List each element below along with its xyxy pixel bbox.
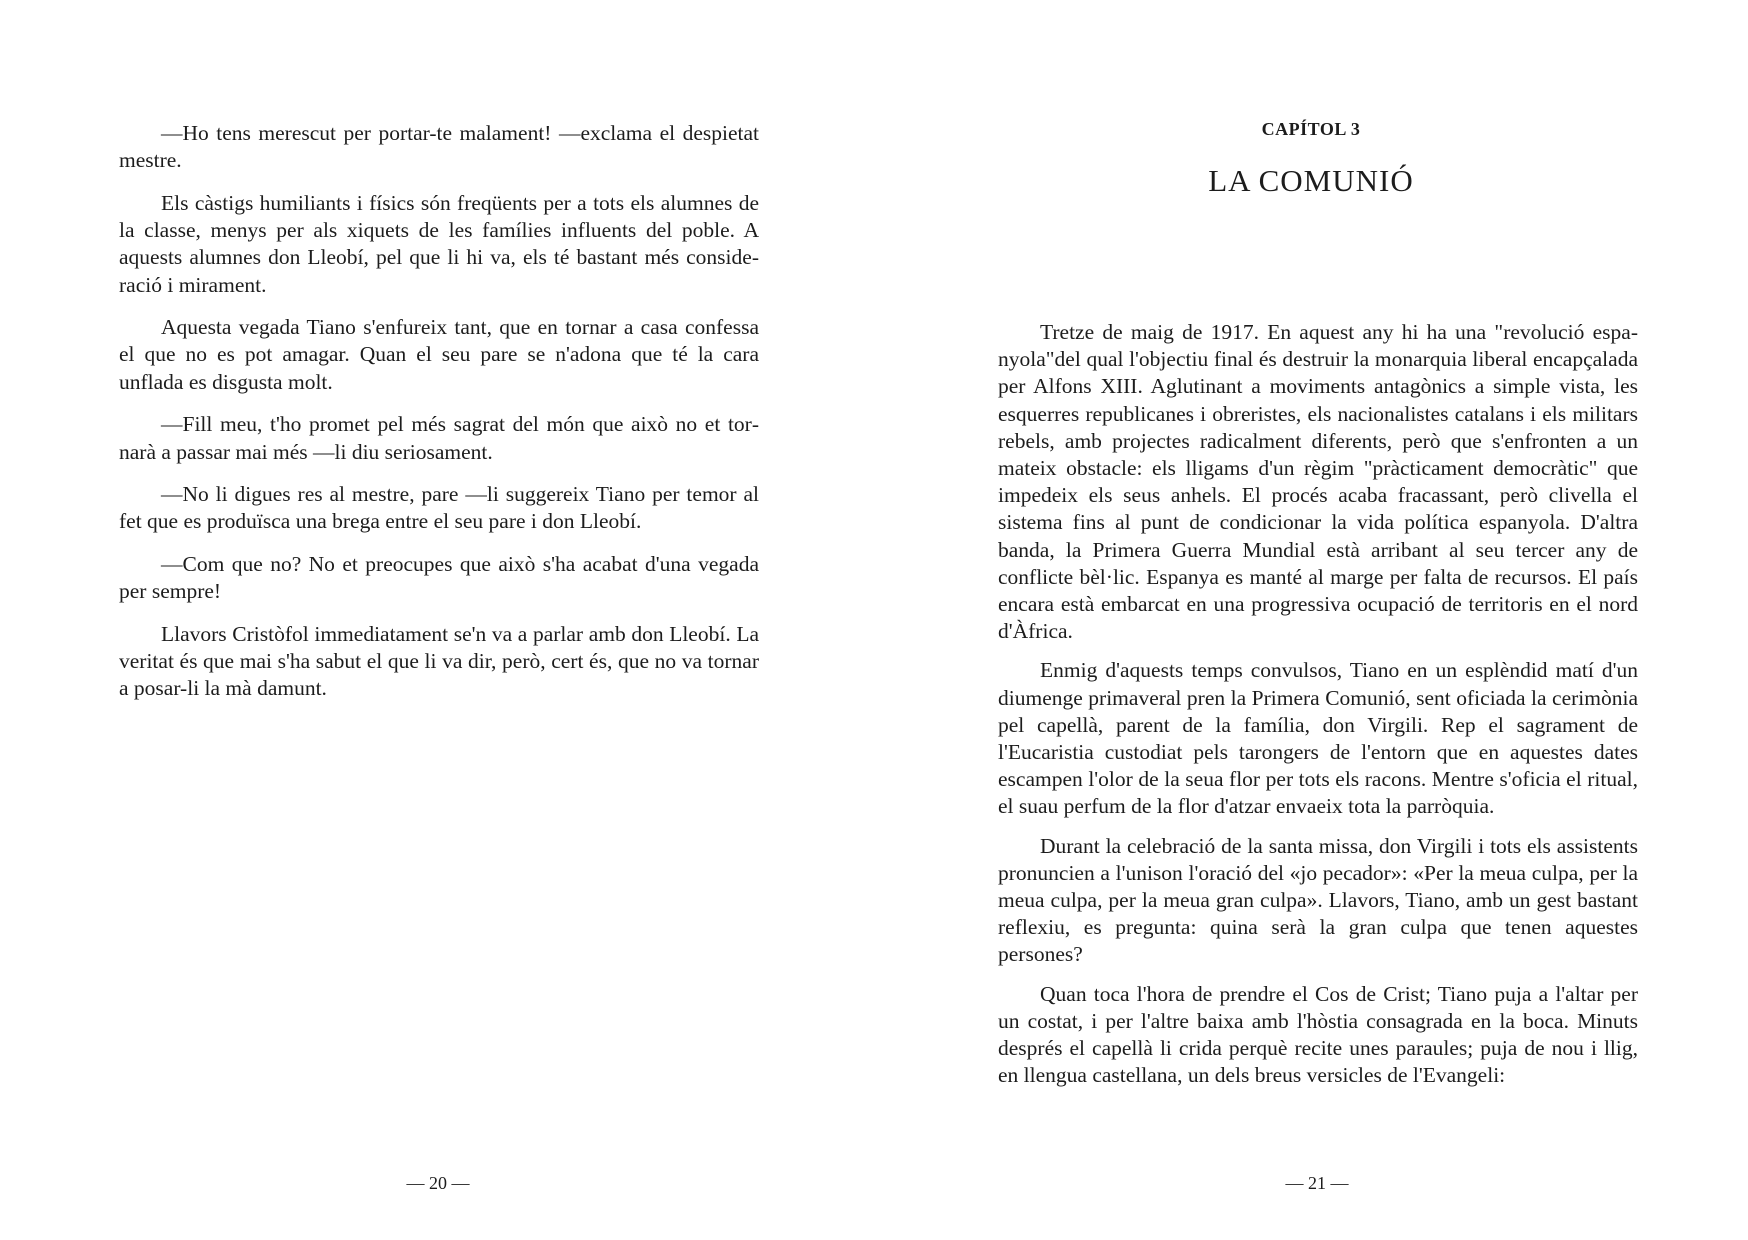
left-page-text	[119, 120, 759, 718]
paragraph: Els càstigs humiliants i físics són freqüents per a tots els alumnes de la classe, menys per als xiquets de les famílies influents del poble. A aquests alumnes don Lleobí, pel que li hi va, els té bastant més consideració i mirament.	[119, 190, 759, 297]
paragraph: Durant la celebració de la santa missa, don Virgili i tots els assistents pronuncien a l'unison l'oració del «jo pecador»: «Per la meua culpa, per la meua culpa, per la meua gran culpa». Llavors, Tiano, amb un gest bastant reflexiu, es pregunta: quina serà la gran culpa que tenen aquestes persones?	[998, 833, 1638, 967]
chapter-label: CAPÍTOL 3	[1261, 119, 1361, 139]
paragraph: Tretze de maig de 1917. En aquest any hi ha una "revolució espanyola"del qual l'objectiu final és destruir la monarquia liberal encapçalada per Alfons XIII. Aglutinant a moviments antagònics a simple vista, les esquerres republicanes i obreristes, els nacionalistes catalans i els militars rebels, amb projectes radicalment diferents, però que s'enfronten a un mateix obstacle: els lligams d'un règim "pràcticament democràtic" que impedeix els seus anhels. El procés acaba fracassant, però clivella el sistema fins al punt de condicionar la vida política espanyola. D'altra banda, la Primera Guerra Mundial està arribant al seu tercer any de conflicte bèl·lic. Espanya es manté al marge per falta de recursos. El país encara està embarcat en una progressiva ocupació de territoris en el nord d'Àfrica.	[998, 320, 1638, 644]
paragraph: —No li digues res al mestre, pare —li suggereix Tiano per temor al fet que es produïsca una brega entre el seu pare i don Lleobí.	[119, 482, 759, 534]
right-page	[874, 0, 1748, 1240]
right-page-text	[998, 319, 1638, 1101]
page-number: — 20 —	[406, 1173, 470, 1193]
paragraph: Quan toca l'hora de prendre el Cos de Crist; Tiano puja a l'altar per un costat, i per l'altre baixa amb l'hòstia consagrada en la boca. Minuts després el capellà li crida perquè recite unes paraules; puja de nou i llig, en llengua castellana, un dels breus versicles de l'Evangeli:	[998, 981, 1638, 1088]
paragraph: —Com que no? No et preocupes que això s'ha acabat d'una vegada per sempre!	[119, 552, 759, 604]
paragraph: Aquesta vegada Tiano s'enfureix tant, que en tornar a casa confessa el que no es pot amagar. Quan el seu pare se n'adona que té la cara unflada es disgusta molt.	[119, 315, 759, 394]
chapter-title: LA COMUNIÓ	[1208, 163, 1414, 198]
paragraph: —Ho tens merescut per portar-te malament! —exclama el despietat mestre.	[119, 121, 759, 173]
paragraph: Enmig d'aquests temps convulsos, Tiano en un esplèndid matí d'un diumenge primaveral pren la Primera Comunió, sent oficiada la cerimònia pel capellà, parent de la família, don Virgili. Rep el sagrament de l'Eucaristia custodiat pels tarongers de l'entorn que en aquestes dates escampen l'olor de la seua flor per tots els racons. Mentre s'oficia el ritual, el suau perfum de la flor d'atzar envaeix tota la parròquia.	[998, 658, 1638, 819]
paragraph: —Fill meu, t'ho promet pel més sagrat del món que això no et tornarà a passar mai més —li diu seriosament.	[119, 412, 759, 464]
paragraph: Llavors Cristòfol immediatament se'n va a parlar amb don Lleobí. La veritat és que mai s'ha sabut el que li va dir, però, cert és, que no va tornar a posar-li la mà damunt.	[119, 622, 759, 701]
page-number: — 21 —	[1285, 1173, 1349, 1193]
